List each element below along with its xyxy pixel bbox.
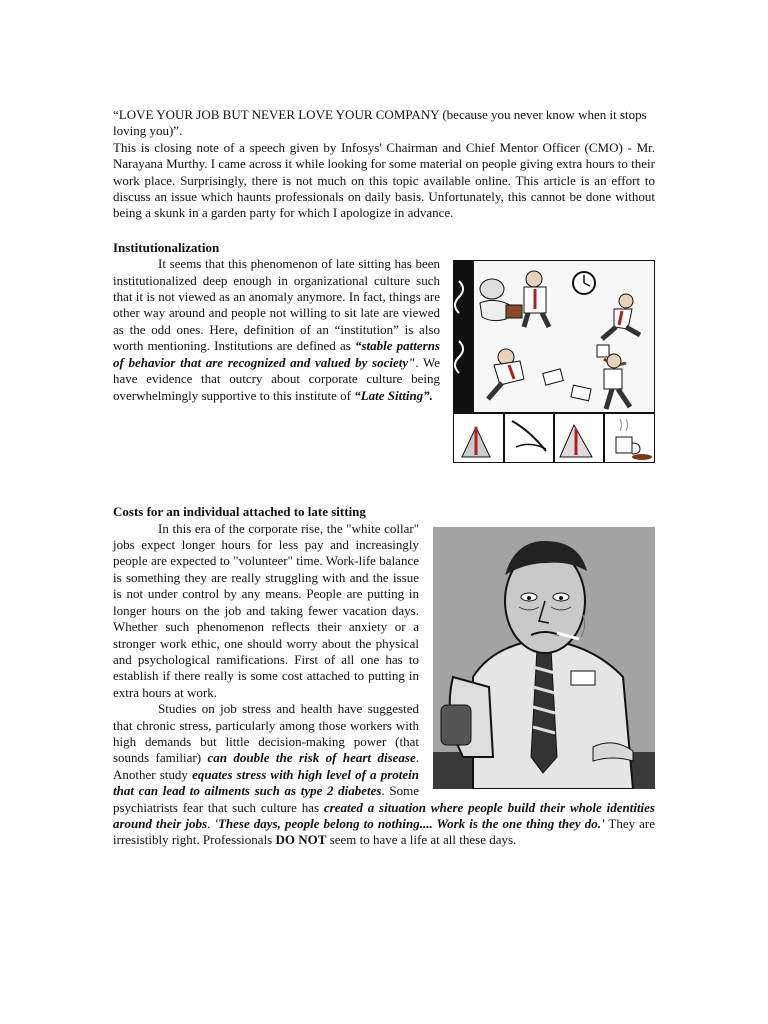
comic-dark-strip xyxy=(454,261,474,413)
para-text: Studies on job stress and health have suggested that chronic stress, particularly among those workers with high demands but little decision-making power (that sounds familiar) xyxy=(113,701,419,766)
emphasis-identities: created a situation where people build their whole identities around their jobs xyxy=(113,799,655,831)
stressed-worker-image xyxy=(433,527,655,789)
para-text: . Another study xyxy=(113,750,419,782)
section-heading-costs: Costs for an individual attached to late sitting xyxy=(113,504,366,520)
briefcase-icon xyxy=(506,305,522,318)
intro-paragraph: This is closing note of a speech given by Infosys' Chairman and Chief Mentor Officer (CMO) - Mr. Narayana Murthy. I came across it while looking for some material on people giving extra hours to their work place. Surprisingly, there is not much on this topic available online. This article is an effort to discuss an issue which haunts professionals on daily basis. Unfortunately, this cannot be done without being a skunk in a garden party for which I apologize in advance. xyxy=(113,139,655,221)
emphasis-heart-disease: can double the risk of heart disease xyxy=(207,750,416,766)
coffee-pot xyxy=(441,705,471,745)
para-text: . We have evidence that outcry about corporate culture being overwhelmingly supportive to this institute of xyxy=(113,354,441,403)
stressed-worker-illustration xyxy=(433,527,655,789)
article-page xyxy=(113,107,655,849)
para-text: . xyxy=(207,815,215,831)
emphasis-do-not: DO NOT xyxy=(275,832,327,848)
emphasis-definition: “stable patterns of behavior that are recognized and valued by society" xyxy=(113,338,440,370)
comic-strip-illustration xyxy=(454,261,654,462)
spacer xyxy=(113,222,655,240)
id-badge xyxy=(571,671,595,685)
para-text: seem to have a life at all these days. xyxy=(326,832,517,848)
para-text: . Some psychiatrists fear that such culture has xyxy=(113,783,419,815)
comic-strip-image xyxy=(453,260,655,463)
intro-quote: “LOVE YOUR JOB BUT NEVER LOVE YOUR COMPANY (because you never know when it stops loving you)”. xyxy=(113,107,647,139)
emphasis-protein: equates stress with high level of a protein that can lead to ailments such as type 2 diabetes xyxy=(113,766,419,799)
spacer xyxy=(113,469,655,504)
para-text: They are irresistibly right. Professionals xyxy=(113,815,655,848)
costs-paragraph-1: In this era of the corporate rise, the "white collar" jobs expect longer hours for less pay and increasingly people are expected to "volunteer" time. Work-life balance is something they are really struggling with and the issue is not under control by any means. People are putting in longer hours on the job and taking fewer vacation days. Whether such phenomenon reflects their anxiety or a stronger work ethic, one should worry about the physical and psychological ramifications. First of all one has to establish if there really is some cost attached to putting in extra hours at work. xyxy=(113,520,419,700)
section-heading-institutionalization: Institutionalization xyxy=(113,239,220,255)
emphasis-quote: 'These days, people belong to nothing.... Work is the one thing they do.' xyxy=(214,815,605,831)
emphasis-late-sitting: “Late Sitting”. xyxy=(354,387,433,403)
para-text: It seems that this phenomenon of late sitting has been institutionalized deep enough in organizational culture such that it is not viewed as an anomaly anymore. In fact, things are other way around and people not willing to sit late are viewed as the odd ones. Here, definition of an “institution” is also worth mentioning. Institutions are defined as xyxy=(113,256,440,354)
